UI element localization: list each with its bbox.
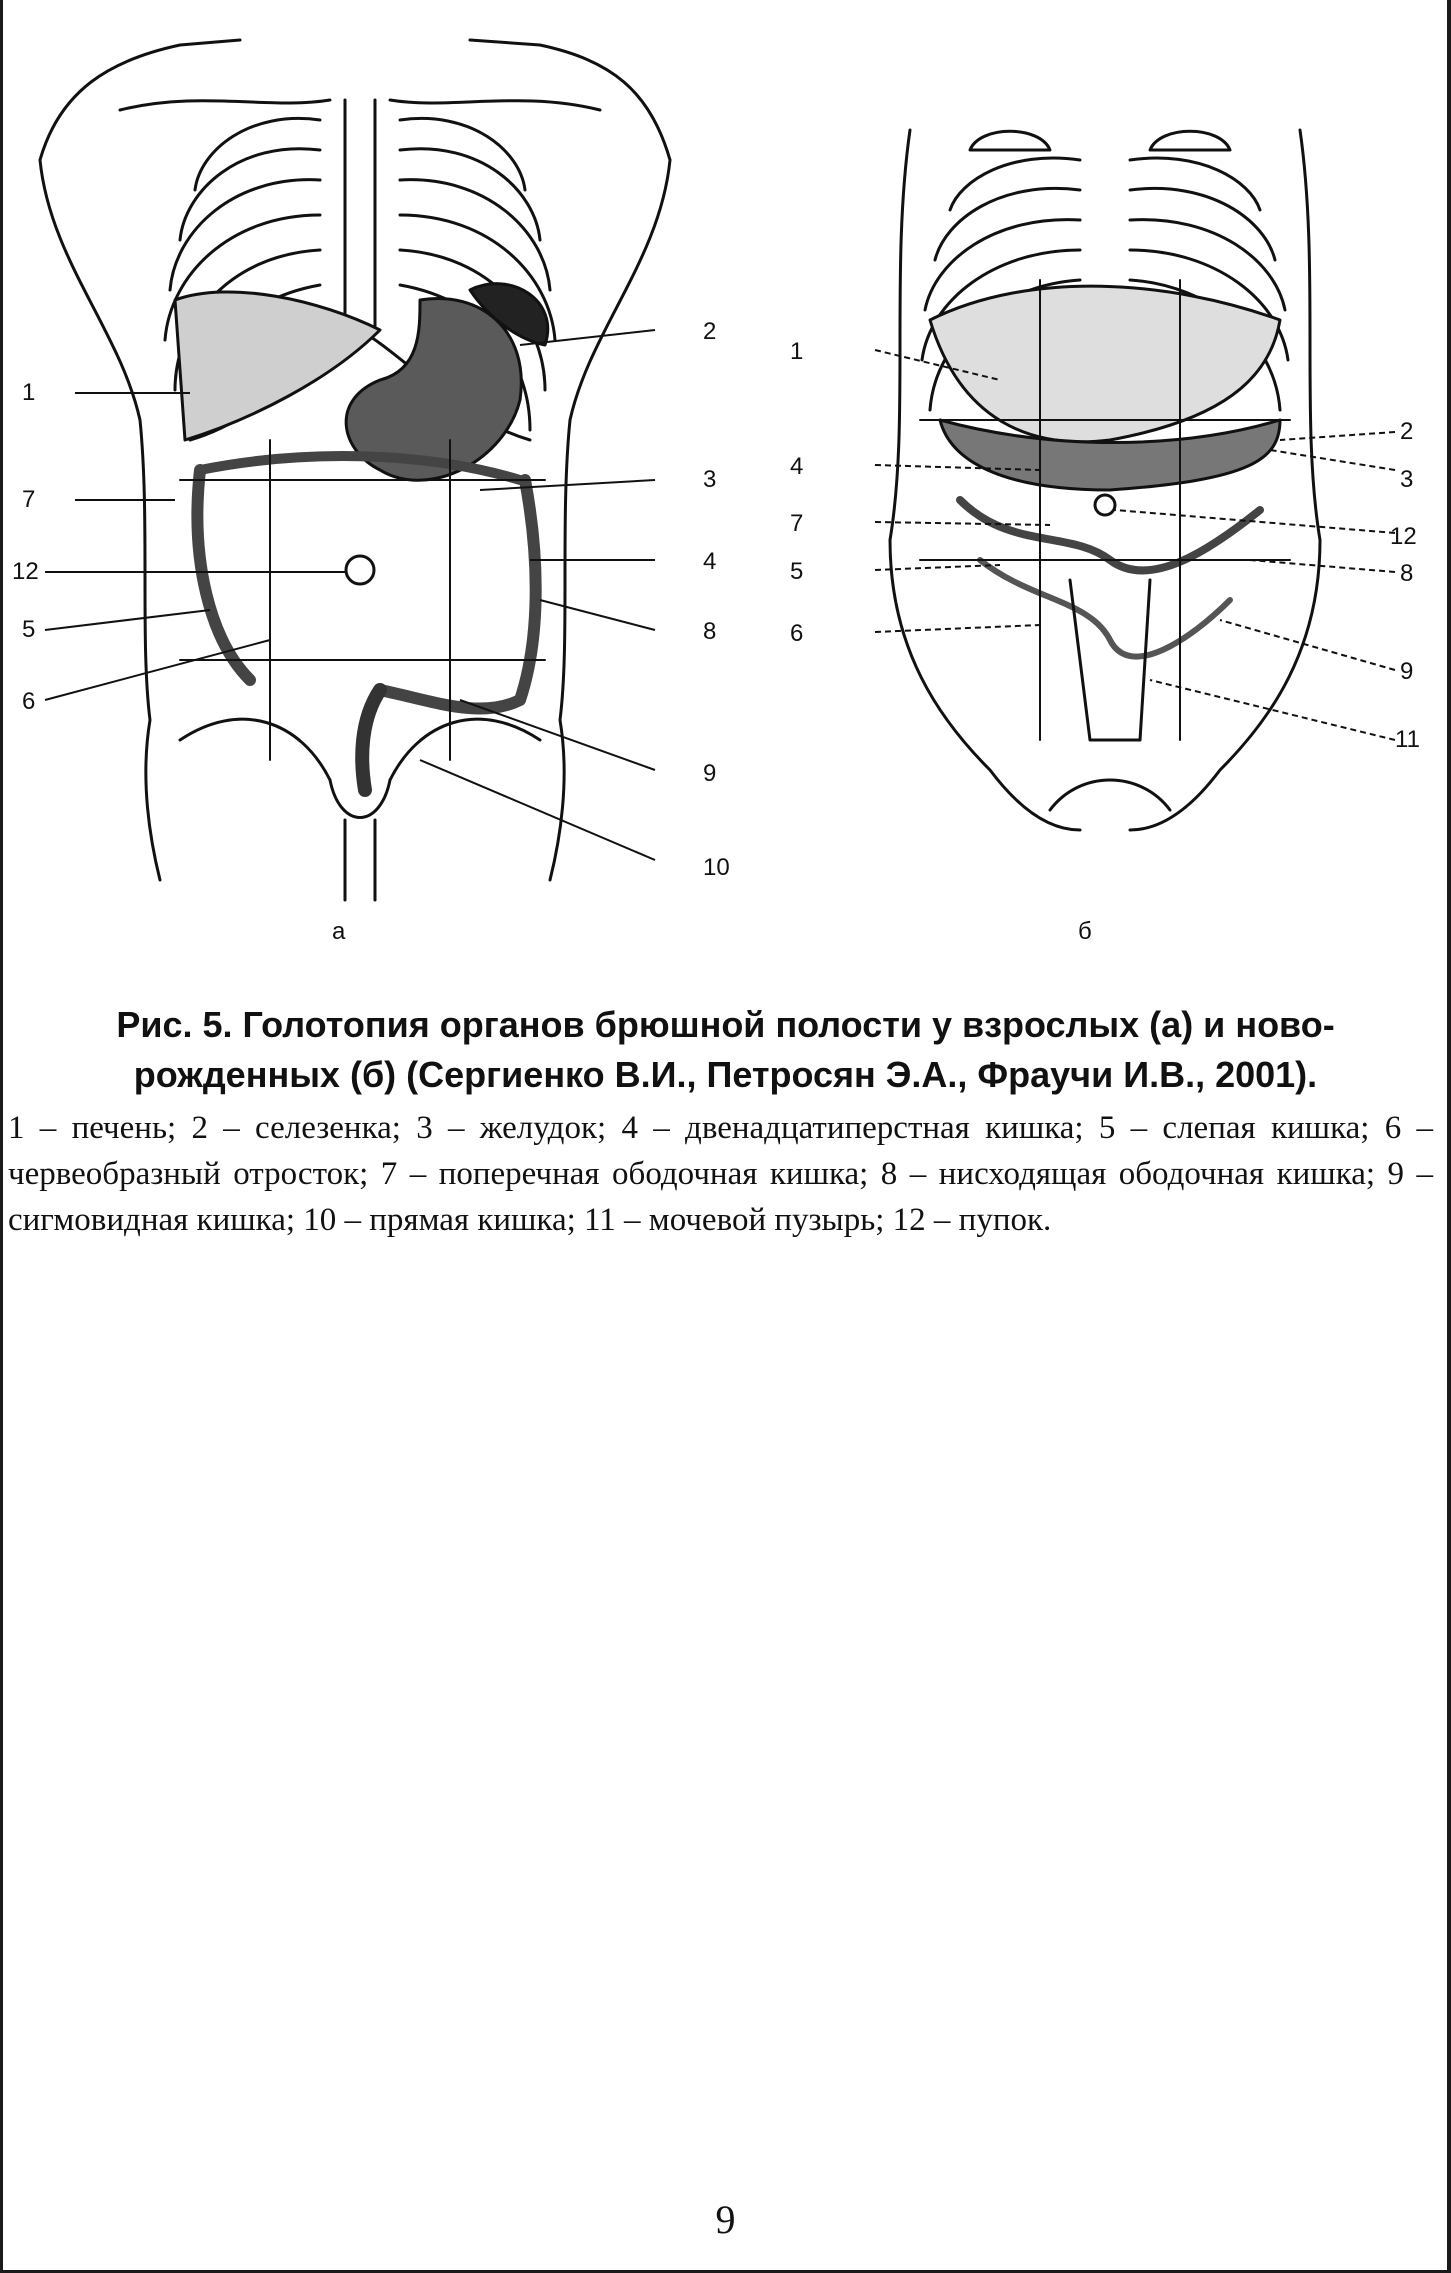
callout-a-8: 8 [703,618,717,645]
figure-legend: 1 – печень; 2 – селезенка; 3 – желудок; 4 – двенадцатиперстная кишка; 5 – слепая кишка; 6 – червеобразный отросток; 7 – поперечная ободочная кишка; 8 – нисходящая ободочная кишка; 9 – сигмовидная кишка; 10 – прямая кишка; 11 – мочевой пузырь; 12 – пупок. [8,1110,1433,1238]
callout-a-4: 4 [703,548,717,575]
callout-b-2: 2 [1400,418,1414,445]
callout-b-5: 5 [790,558,804,585]
callout-a-5: 5 [22,616,36,643]
callout-b-12: 12 [1390,523,1417,550]
callout-a-6: 6 [22,688,36,715]
callout-b-4: 4 [790,453,804,480]
figure-caption-title [0,1000,1451,1100]
page-number: 9 [715,2197,736,2242]
panel-a-label: а [332,918,346,945]
callout-b-11: 11 [1395,726,1420,753]
callout-a-2: 2 [703,318,717,345]
callout-a-1: 1 [22,379,36,406]
callout-b-8: 8 [1400,560,1414,587]
callout-a-3: 3 [703,466,717,493]
callout-a-9: 9 [703,760,717,787]
caption-title-line-1: Рис. 5. Голотопия органов брюшной полости у взрослых (а) и ново- [116,1004,1335,1045]
caption-title-line-2: рожденных (б) (Сергиенко В.И., Петросян Э.А., Фраучи И.В., 2001). [133,1054,1318,1095]
callout-a-12: 12 [12,558,39,585]
callout-b-6: 6 [790,620,804,647]
callout-b-7: 7 [790,510,804,537]
panel-b-label: б [1078,918,1092,945]
callout-b-3: 3 [1400,466,1414,493]
callout-a-7: 7 [22,486,36,513]
callout-b-9: 9 [1400,658,1414,685]
illustration-newborn-abdomen [850,120,1450,850]
illustration-adult-abdomen [0,0,760,910]
callout-b-1: 1 [790,338,804,365]
callout-a-10: 10 [703,854,730,881]
